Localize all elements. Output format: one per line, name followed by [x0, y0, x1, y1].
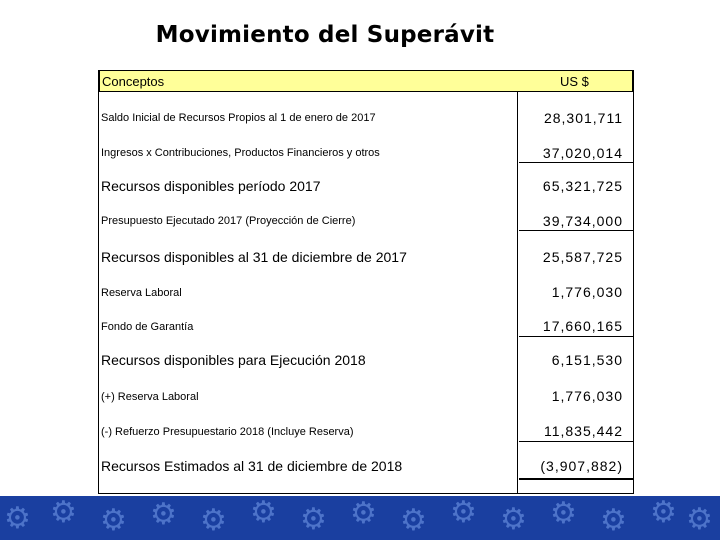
gear-icon: ⚙ — [686, 502, 713, 537]
header-conceptos: Conceptos — [102, 74, 165, 89]
row-label: Presupuesto Ejecutado 2017 (Proyección de Cierre) — [101, 215, 356, 227]
row-value: 39,734,000 — [542, 213, 623, 229]
row-value: 11,835,442 — [543, 423, 623, 439]
row-value: 6,151,530 — [551, 352, 623, 368]
subtotal-underline — [519, 162, 633, 163]
gear-icon: ⚙ — [250, 496, 277, 530]
total-double-underline — [519, 478, 633, 480]
row-value: 65,321,725 — [542, 178, 623, 194]
gear-icon: ⚙ — [4, 501, 31, 536]
page-title: Movimiento del Superávit — [155, 22, 495, 48]
row-label: (+) Reserva Laboral — [101, 391, 199, 403]
gear-icon: ⚙ — [500, 502, 527, 537]
row-value: 25,587,725 — [542, 249, 623, 265]
column-divider — [517, 92, 518, 494]
gear-icon: ⚙ — [100, 503, 127, 538]
gear-icon: ⚙ — [350, 496, 377, 531]
row-value: 17,660,165 — [542, 318, 623, 334]
decorative-gear-band — [0, 496, 720, 540]
row-label: Recursos Estimados al 31 de diciembre de 2018 — [101, 458, 403, 474]
gear-icon: ⚙ — [450, 496, 477, 530]
subtotal-underline — [519, 230, 633, 231]
superavit-table — [98, 70, 634, 494]
gear-icon: ⚙ — [650, 496, 677, 530]
row-value: 28,301,711 — [543, 110, 623, 126]
subtotal-underline — [519, 441, 633, 442]
gear-icon: ⚙ — [200, 503, 227, 538]
header-usd: US $ — [560, 74, 589, 89]
table-header — [99, 70, 633, 92]
row-value: 1,776,030 — [551, 284, 623, 300]
row-value: (3,907,882) — [540, 458, 623, 474]
gear-icon: ⚙ — [300, 502, 327, 537]
row-value: 1,776,030 — [551, 388, 623, 404]
gear-icon: ⚙ — [150, 497, 177, 532]
row-label: Recursos disponibles período 2017 — [101, 178, 321, 194]
gear-icon: ⚙ — [550, 496, 577, 531]
gear-icon: ⚙ — [600, 503, 627, 538]
row-label: Recursos disponibles al 31 de diciembre de 2017 — [101, 249, 407, 265]
subtotal-underline — [519, 336, 633, 337]
row-label: Reserva Laboral — [101, 287, 182, 299]
row-label: Recursos disponibles para Ejecución 2018 — [101, 352, 366, 368]
row-label: Saldo Inicial de Recursos Propios al 1 de enero de 2017 — [101, 112, 376, 124]
row-label: Fondo de Garantía — [101, 321, 194, 333]
row-label: Ingresos x Contribuciones, Productos Financieros y otros — [101, 147, 380, 159]
gear-icon: ⚙ — [400, 503, 427, 538]
gear-icon: ⚙ — [50, 496, 77, 530]
row-label: (-) Refuerzo Presupuestario 2018 (Incluye Reserva) — [101, 426, 354, 438]
row-value: 37,020,014 — [542, 145, 623, 161]
